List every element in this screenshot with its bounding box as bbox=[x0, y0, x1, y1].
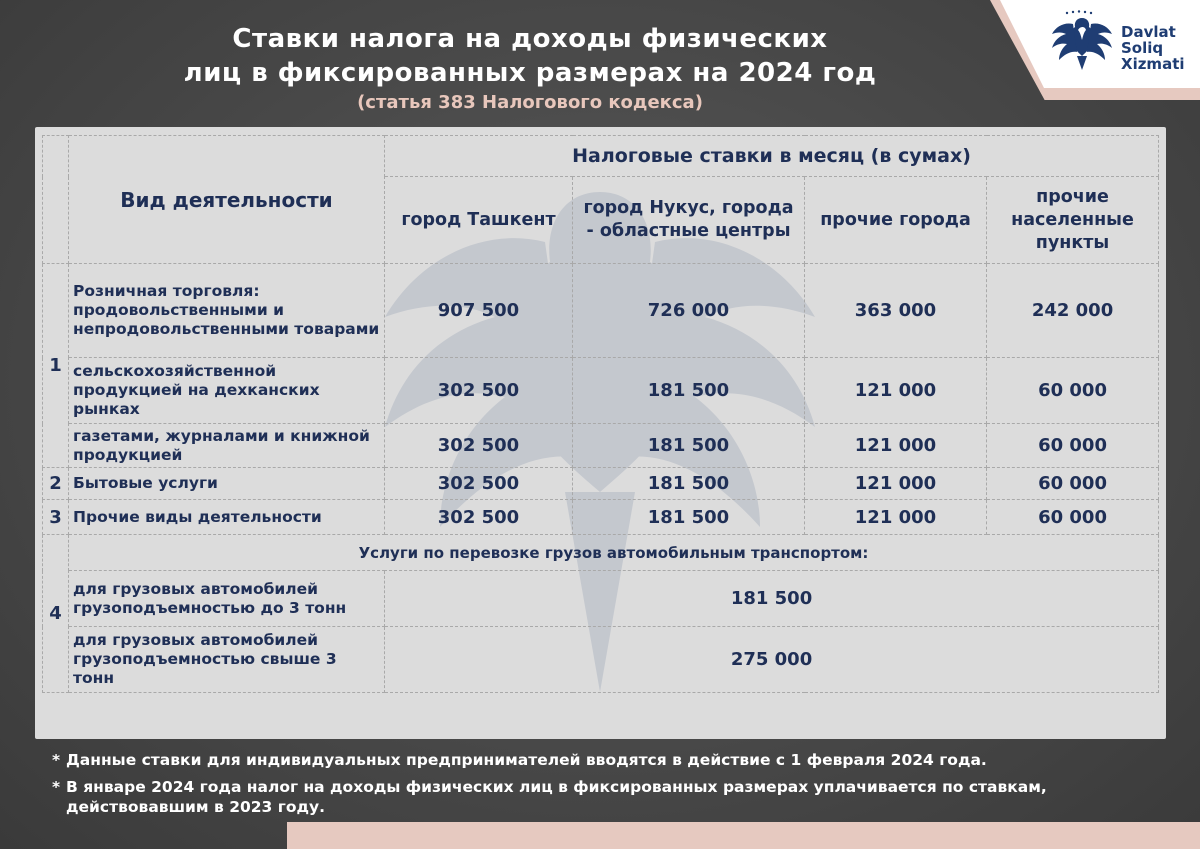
transport-title-row bbox=[43, 535, 1159, 571]
rate-value: 302 500 bbox=[385, 468, 573, 500]
activity-label: газетами, журналами и книжной продукцией bbox=[69, 424, 385, 468]
page-title-line-2: лиц в фиксированных размерах на 2024 год bbox=[183, 58, 877, 88]
table-row bbox=[43, 264, 1159, 358]
rate-value: 181 500 bbox=[385, 571, 1159, 627]
activity-header: Вид деятельности bbox=[69, 136, 385, 264]
footnote-text: В январе 2024 года налог на доходы физических лиц в фиксированных размерах уплачивается по ставкам, действовавшим в 2023 году. bbox=[66, 778, 1047, 816]
table-row bbox=[43, 424, 1159, 468]
logo-line-2: Soliq bbox=[1121, 39, 1164, 57]
header-number-cell bbox=[43, 136, 69, 264]
rate-value: 302 500 bbox=[385, 424, 573, 468]
page-title-line-1: Ставки налога на доходы физических bbox=[232, 24, 828, 54]
logo-wordmark bbox=[1121, 24, 1185, 72]
rate-value: 242 000 bbox=[987, 264, 1159, 358]
rate-value: 60 000 bbox=[987, 468, 1159, 500]
davlat-soliq-logo bbox=[1047, 10, 1192, 75]
table-row bbox=[43, 358, 1159, 424]
rates-panel bbox=[35, 127, 1166, 739]
rate-value: 907 500 bbox=[385, 264, 573, 358]
bottom-decoration-bar bbox=[287, 822, 1200, 849]
footnote bbox=[52, 777, 1162, 817]
activity-label: для грузовых автомобилей грузоподъемностью свыше 3 тонн bbox=[69, 627, 385, 693]
footnotes bbox=[52, 750, 1162, 824]
activity-label: Розничная торговля: продовольственными и непродовольственными товарами bbox=[69, 264, 385, 358]
rate-value: 60 000 bbox=[987, 500, 1159, 535]
table-row bbox=[43, 468, 1159, 500]
tax-rates-table bbox=[42, 135, 1159, 693]
asterisk-icon: * bbox=[52, 751, 61, 769]
row-number: 2 bbox=[43, 468, 69, 500]
activity-label: сельскохозяйственной продукцией на дехканских рынках bbox=[69, 358, 385, 424]
rate-value: 275 000 bbox=[385, 627, 1159, 693]
logo-line-1: Davlat bbox=[1121, 23, 1176, 41]
row-number: 3 bbox=[43, 500, 69, 535]
table-row bbox=[43, 627, 1159, 693]
rate-value: 181 500 bbox=[573, 500, 805, 535]
activity-label: Прочие виды деятельности bbox=[69, 500, 385, 535]
activity-label: Бытовые услуги bbox=[69, 468, 385, 500]
column-header-tashkent: город Ташкент bbox=[385, 177, 573, 264]
rate-value: 121 000 bbox=[805, 500, 987, 535]
column-header-nukus: город Нукус, города - областные центры bbox=[573, 177, 805, 264]
row-number: 4 bbox=[43, 535, 69, 693]
table-row bbox=[43, 500, 1159, 535]
rates-header: Налоговые ставки в месяц (в сумах) bbox=[385, 136, 1159, 177]
table-row bbox=[43, 571, 1159, 627]
column-header-other-settlements: прочие населенные пункты bbox=[987, 177, 1159, 264]
rate-value: 181 500 bbox=[573, 358, 805, 424]
rate-value: 121 000 bbox=[805, 468, 987, 500]
rate-value: 60 000 bbox=[987, 424, 1159, 468]
rate-value: 181 500 bbox=[573, 424, 805, 468]
page-subtitle: (статья 383 Налогового кодекса) bbox=[357, 92, 703, 113]
row-number: 1 bbox=[43, 264, 69, 468]
eagle-emblem-icon bbox=[1047, 10, 1117, 75]
rate-value: 121 000 bbox=[805, 424, 987, 468]
rate-value: 302 500 bbox=[385, 358, 573, 424]
column-header-other-cities: прочие города bbox=[805, 177, 987, 264]
rate-value: 60 000 bbox=[987, 358, 1159, 424]
footnote-text: Данные ставки для индивидуальных предпринимателей вводятся в действие с 1 февраля 2024 года. bbox=[66, 751, 987, 769]
rate-value: 302 500 bbox=[385, 500, 573, 535]
footnote bbox=[52, 750, 1162, 770]
rate-value: 181 500 bbox=[573, 468, 805, 500]
logo-line-3: Xizmati bbox=[1121, 55, 1185, 73]
rate-value: 363 000 bbox=[805, 264, 987, 358]
activity-label: для грузовых автомобилей грузоподъемностью до 3 тонн bbox=[69, 571, 385, 627]
transport-section-title: Услуги по перевозке грузов автомобильным транспортом: bbox=[69, 535, 1159, 571]
table-header-row bbox=[43, 136, 1159, 177]
rate-value: 121 000 bbox=[805, 358, 987, 424]
asterisk-icon: * bbox=[52, 778, 61, 796]
rate-value: 726 000 bbox=[573, 264, 805, 358]
